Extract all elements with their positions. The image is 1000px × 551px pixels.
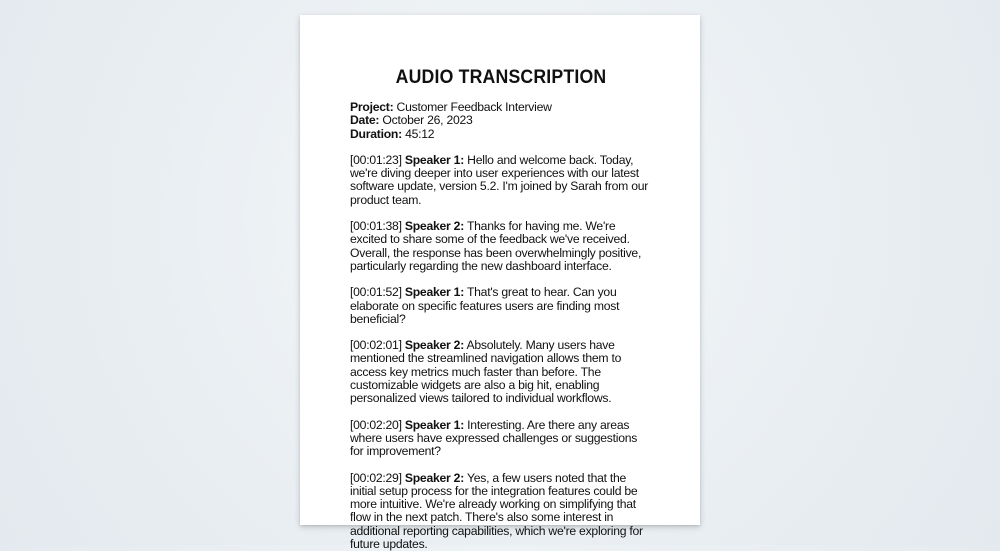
speaker-label: Speaker 2: xyxy=(404,219,465,234)
transcript-entry xyxy=(350,286,652,326)
timestamp: [00:02:29] xyxy=(350,470,402,485)
entry-text: Thanks for having me. We're excited to share some of the feedback we've received. Overall, the response has been overwhelmingly positive, particularly regarding the new dashboard interface. xyxy=(350,219,642,273)
meta-duration xyxy=(350,128,652,141)
timestamp: [00:01:38] xyxy=(350,219,402,234)
document-page xyxy=(300,15,700,551)
timestamp: [00:01:23] xyxy=(350,152,402,167)
meta-label: Duration: xyxy=(350,126,402,141)
meta-value: October 26, 2023 xyxy=(382,113,473,128)
speaker-label: Speaker 1: xyxy=(404,285,465,300)
meta-project xyxy=(350,101,652,114)
transcript-entry xyxy=(350,220,652,273)
speaker-label: Speaker 2: xyxy=(404,338,465,353)
entry-text: Hello and welcome back. Today, we're diving deeper into user experiences with our latest software update, version 5.2. I'm joined by Sarah from our product team. xyxy=(350,152,649,207)
timestamp: [00:02:01] xyxy=(350,338,402,353)
meta-date xyxy=(350,114,652,127)
transcript-entry xyxy=(350,419,652,459)
meta-value: Customer Feedback Interview xyxy=(396,100,552,114)
document-title: AUDIO TRANSCRIPTION xyxy=(395,67,607,88)
entry-text: Yes, a few users noted that the initial setup process for the integration features could be more intuitive. We're already working on simplifying that flow in the next patch. There's also some interest in additional reporting capabilities, which we're exploring for future updates. xyxy=(350,470,643,551)
meta-label: Date: xyxy=(350,113,380,128)
speaker-label: Speaker 2: xyxy=(404,470,465,485)
document-meta xyxy=(350,101,652,141)
meta-value: 45:12 xyxy=(405,126,435,141)
timestamp: [00:02:20] xyxy=(350,417,402,432)
entry-text: That's great to hear. Can you elaborate on specific features users are finding most beneficial? xyxy=(350,285,620,326)
timestamp: [00:01:52] xyxy=(350,285,402,300)
entry-text: Absolutely. Many users have mentioned the streamlined navigation allows them to access key metrics much faster than before. The customizable widgets are also a big hit, enabling personalized views tailored to individual workflows. xyxy=(350,338,622,406)
speaker-label: Speaker 1: xyxy=(404,152,465,167)
transcript-entry xyxy=(350,154,652,207)
entry-text: Interesting. Are there any areas where users have expressed challenges or suggestions for improvement? xyxy=(350,417,638,459)
transcript-entry xyxy=(350,339,652,405)
meta-label: Project: xyxy=(350,100,394,114)
transcript-entry xyxy=(350,472,652,551)
speaker-label: Speaker 1: xyxy=(404,417,465,432)
